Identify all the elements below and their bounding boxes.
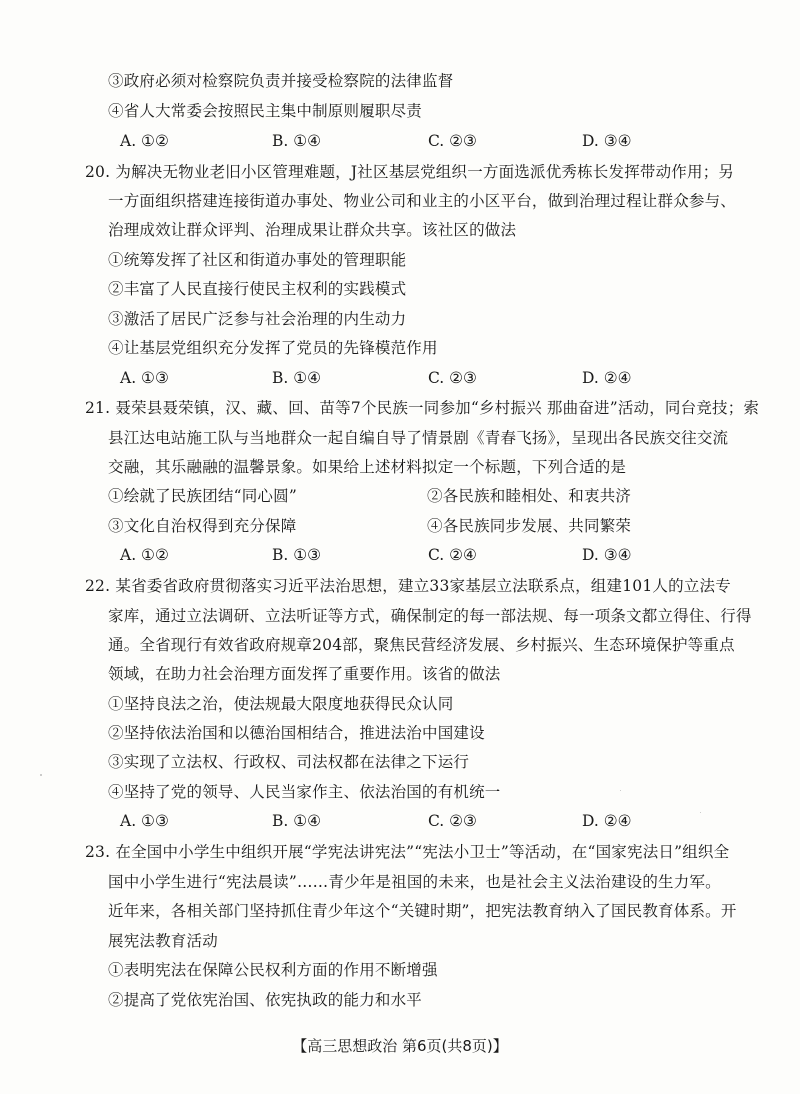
choice-a: A. ①③ — [120, 369, 169, 387]
choice-d: D. ②④ — [582, 369, 632, 387]
scan-speck — [620, 790, 621, 791]
question-22-stem: 22. 某省委省政府贯彻落实习近平法治思想，建立33家基层立法联系点，组建101人的立法专 — [85, 577, 731, 595]
option-line: ③政府必须对检察院负责并接受检察院的法律监督 — [108, 72, 454, 90]
choice-b: B. ①④ — [272, 812, 322, 830]
question-21-stem: 县江达电站施工队与当地群众一起自编自导了情景剧《青春飞扬》，呈现出各民族交往交流 — [108, 429, 729, 447]
option-line: ③实现了立法权、行政权、司法权都在法律之下运行 — [108, 753, 470, 771]
page-footer: 【高三思想政治 第6页(共8页)】 — [292, 1037, 508, 1055]
choice-c: C. ②③ — [428, 132, 477, 150]
question-21-stem: 21. 聂荣县聂荣镇，汉、藏、回、苗等7个民族一同参加“乡村振兴 那曲奋进”活动，同台竞技；索 — [85, 399, 760, 417]
choice-d: D. ③④ — [582, 132, 632, 150]
scan-speck — [40, 774, 42, 776]
question-20-stem: 一方面组织搭建连接街道办事处、物业公司和业主的小区平台，做到治理过程让群众参与、 — [108, 192, 737, 210]
question-23-stem: 国中小学生进行“宪法晨读”……青少年是祖国的未来，也是社会主义法治建设的生力军。 — [108, 873, 721, 891]
option-line: ①绘就了民族团结“同心圆” — [108, 487, 297, 505]
choice-a: A. ①② — [120, 132, 169, 150]
question-23-stem: 23. 在全国中小学生中组织开展“学宪法讲宪法”“宪法小卫士”等活动，在“国家宪法日”组织全 — [85, 843, 730, 861]
option-line: ②丰富了人民直接行使民主权利的实践模式 — [108, 280, 407, 298]
option-line: ③激活了居民广泛参与社会治理的内生动力 — [108, 310, 407, 328]
option-line: ④让基层党组织充分发挥了党员的先锋模范作用 — [108, 339, 438, 357]
question-23-stem: 近年来，各相关部门坚持抓住青少年这个“关键时期”，把宪法教育纳入了国民教育体系。开 — [108, 902, 737, 920]
option-line: ④坚持了党的领导、人民当家作主、依法治国的有机统一 — [108, 783, 501, 801]
choice-c: C. ②③ — [428, 369, 477, 387]
option-line: ①统筹发挥了社区和街道办事处的管理职能 — [108, 251, 407, 269]
option-line: ④各民族同步发展、共同繁荣 — [427, 517, 632, 535]
choice-d: D. ②④ — [582, 812, 632, 830]
option-line: ②各民族和睦相处、和衷共济 — [427, 487, 632, 505]
option-line: ①表明宪法在保障公民权利方面的作用不断增强 — [108, 961, 438, 979]
choice-b: B. ①④ — [272, 132, 322, 150]
option-line: ③文化自治权得到充分保障 — [108, 517, 297, 535]
choice-b: B. ①③ — [272, 546, 322, 564]
option-line: ②坚持依法治国和以德治国相结合，推进法治中国建设 — [108, 724, 485, 742]
question-21-stem: 交融，其乐融融的温馨景象。如果给上述材料拟定一个标题，下列合适的是 — [108, 458, 627, 476]
choice-a: A. ①② — [120, 546, 169, 564]
question-22-stem: 通。全省现行有效省政府规章204部，聚焦民营经济发展、乡村振兴、生态环境保护等重点 — [108, 636, 735, 654]
choice-a: A. ①③ — [120, 812, 169, 830]
question-22-stem: 家库，通过立法调研、立法听证等方式，确保制定的每一部法规、每一项条文都立得住、行得 — [108, 607, 752, 625]
option-line: ④省人大常委会按照民主集中制原则履职尽责 — [108, 102, 423, 120]
choice-b: B. ①④ — [272, 369, 322, 387]
question-20-stem: 治理成效让群众评判、治理成果让群众共享。该社区的做法 — [108, 221, 517, 239]
choice-c: C. ②③ — [428, 812, 477, 830]
option-line: ①坚持良法之治，使法规最大限度地获得民众认同 — [108, 695, 454, 713]
choice-c: C. ②④ — [428, 546, 477, 564]
question-23-stem: 展宪法教育活动 — [108, 932, 218, 950]
question-22-stem: 领域，在助力社会治理方面发挥了重要作用。该省的做法 — [108, 665, 501, 683]
option-line: ②提高了党依宪治国、依宪执政的能力和水平 — [108, 991, 423, 1009]
scan-speck — [700, 812, 701, 813]
choice-d: D. ③④ — [582, 546, 632, 564]
question-20-stem: 20. 为解决无物业老旧小区管理难题，J社区基层党组织一方面选派优秀栋长发挥带动作用；另 — [85, 163, 735, 181]
